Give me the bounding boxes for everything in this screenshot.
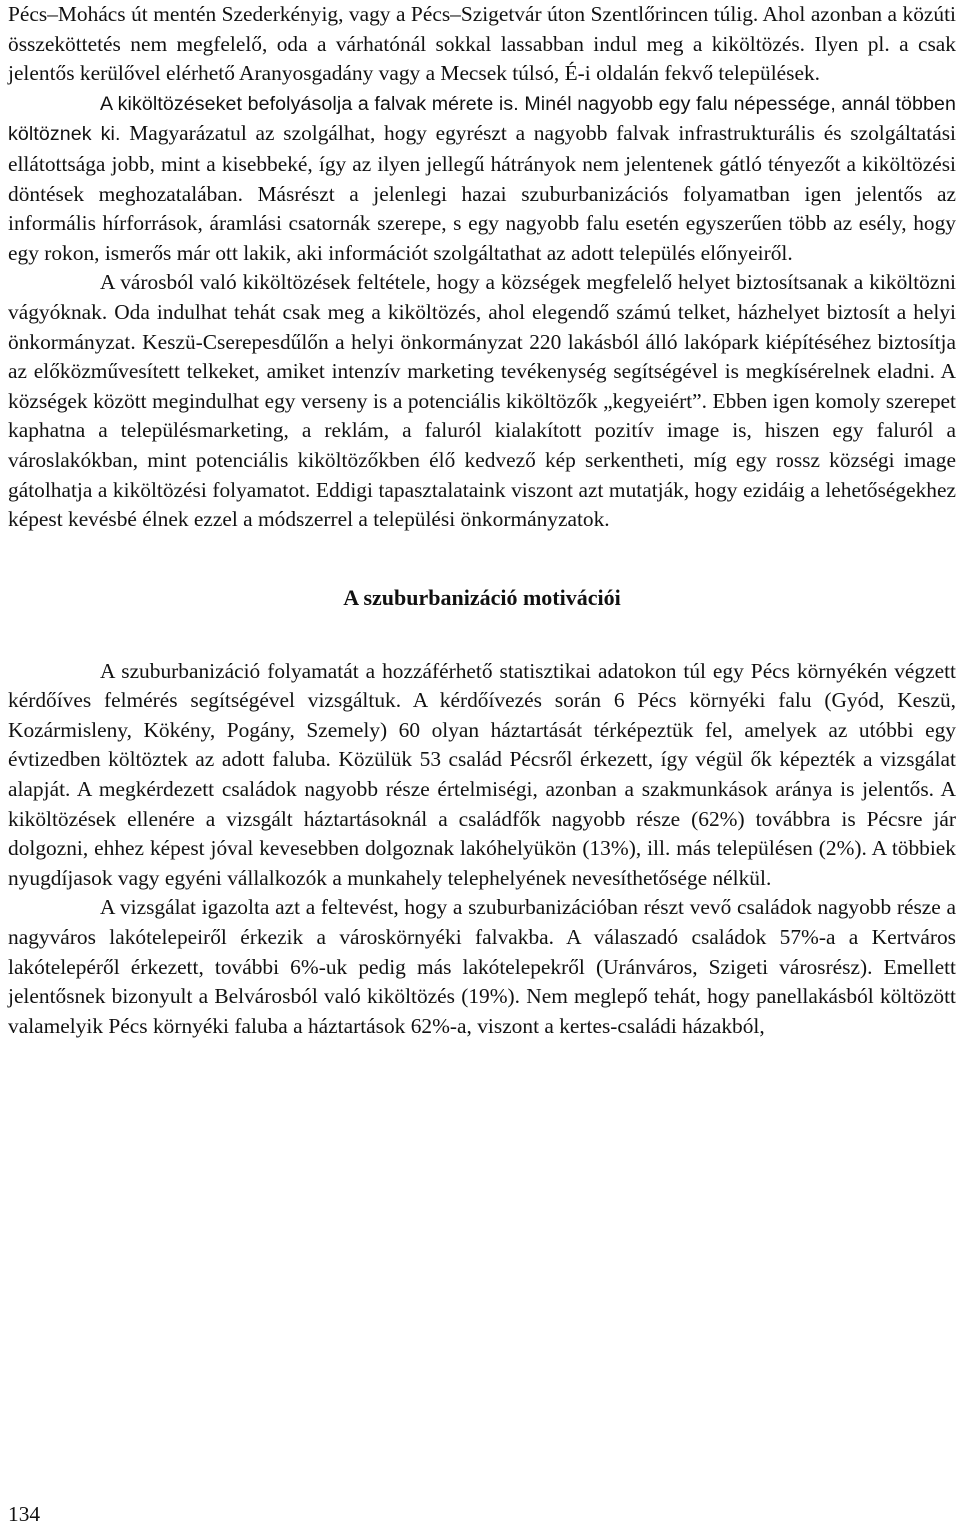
paragraph-3: A városból való kiköltözések feltétele, hogy a községek megfelelő helyet biztosítsanak a kiköltözni vágyóknak. Oda indulhat tehát csak meg a kiköltözés, ahol elegendő számú telket, házhelyet biztosít a helyi önkormányzat. Keszü-Cserepesdűlőn a helyi önkormányzat 220 lakásból álló lakópark kiépítéséhez biztosítja az előközművesített telkeket, amiket intenzív marketing tevékenység segítségével is megkísérelnek eladni. A községek között megindulhat egy verseny is a potenciális kiköltözők „kegyeiért”. Ebben igen komoly szerepet kaphatna a településmarketing, a reklám, a faluról kialakított pozitív image is, hiszen egy faluról a városlakókban, mint potenciális kiköltözőkben élő kedvező kép serkentheti, míg egy rossz községi image gátolhatja a kiköltözési folyamatot. Eddigi tapasztalataink viszont azt mutatják, hogy ezidáig a lehetőségekhez képest kevésbé élnek ezzel a módszerrel a települési önkormányzatok. <box>8 270 956 532</box>
section-title: A szuburbanizáció motivációi <box>343 584 621 610</box>
paragraph-1: Pécs–Mohács út mentén Szederkényig, vagy a Pécs–Szigetvár úton Szentlőrincen túlig. Ahol azonban a közúti összeköttetés nem megfelelő, oda a várhatónál sokkal lassabban indul meg a kiköltözés. Ilyen pl. a csak jelentős kerülővel elérhető Aranyosgadány vagy a Mecsek túlsó, É-i oldalán fekvő települések. <box>8 2 956 86</box>
document-page <box>8 0 956 1041</box>
paragraph-2-sans-text: A kiköltözéseket befolyásolja a falvak mérete is. Minél nagyobb egy falu népessége, annál többen költöznek ki. <box>8 92 956 146</box>
page-number: 134 <box>8 1502 41 1526</box>
paragraph-4: A szuburbanizáció folyamatát a hozzáférhető statisztikai adatokon túl egy Pécs környékén végzett kérdőíves felmérés segítségével vizsgáltuk. A kérdőívezés során 6 Pécs környéki falu (Gyód, Keszü, Kozármisleny, Kökény, Pogány, Szemely) 60 olyan háztartását térképeztük fel, amelyek az utóbbi egy évtizedben költöztek az adott faluba. Közülük 53 család Pécsről érkezett, így végül ők képezték a vizsgálat alapját. A megkérdezett családok nagyobb része értelmiségi, azonban a szakmunkások aránya is jelentős. A kiköltözések ellenére a vizsgált háztartásoknál a családfők nagyobb része (62%) továbbra is Pécsre jár dolgozni, ehhez képest jóval kevesebben dolgoznak lakóhelyükön (13%), ill. más településen (2%). A többiek nyugdíjasok vagy egyéni vállalkozók a munkahely telephelyének nevesíthetősége nélkül. <box>8 658 956 890</box>
paragraph-5: A vizsgálat igazolta azt a feltevést, hogy a szuburbanizációban részt vevő családok nagyobb része a nagyváros lakótelepeiről érkezik a városkörnyéki falvakba. A válaszadó családok 57%-a a Kertváros lakótelepéről érkezett, további 6%-uk pedig más lakótelepekről (Uránváros, Szigeti városrész). Emellett jelentősnek bizonyult a Belvárosból való kiköltözés (19%). Nem meglepő tehát, hogy panellakásból költözött valamelyik Pécs környéki faluba a háztartások 62%-a, viszont a kertes-családi házakból, <box>8 895 956 1038</box>
paragraph-2 <box>8 89 956 269</box>
paragraph-2-serif-text: Magyarázatul az szolgálhat, hogy egyrészt a nagyobb falvak infrastrukturális és szolgáltatási ellátottsága jobb, mint a kisebbeké, így az ilyen jellegű hátrányok nem jelentenek gátló tényezőt a kiköltözési döntések meghozatalában. Másrészt a jelenlegi hazai szuburbanizációs folyamatban igen jelentős az informális hírforrások, áramlási csatornák szerepe, s egy nagyobb falu esetén egyszerűen több az esély, hogy egy rokon, ismerős már ott lakik, aki információt szolgáltathat az adott település előnyeiről. <box>8 121 956 265</box>
